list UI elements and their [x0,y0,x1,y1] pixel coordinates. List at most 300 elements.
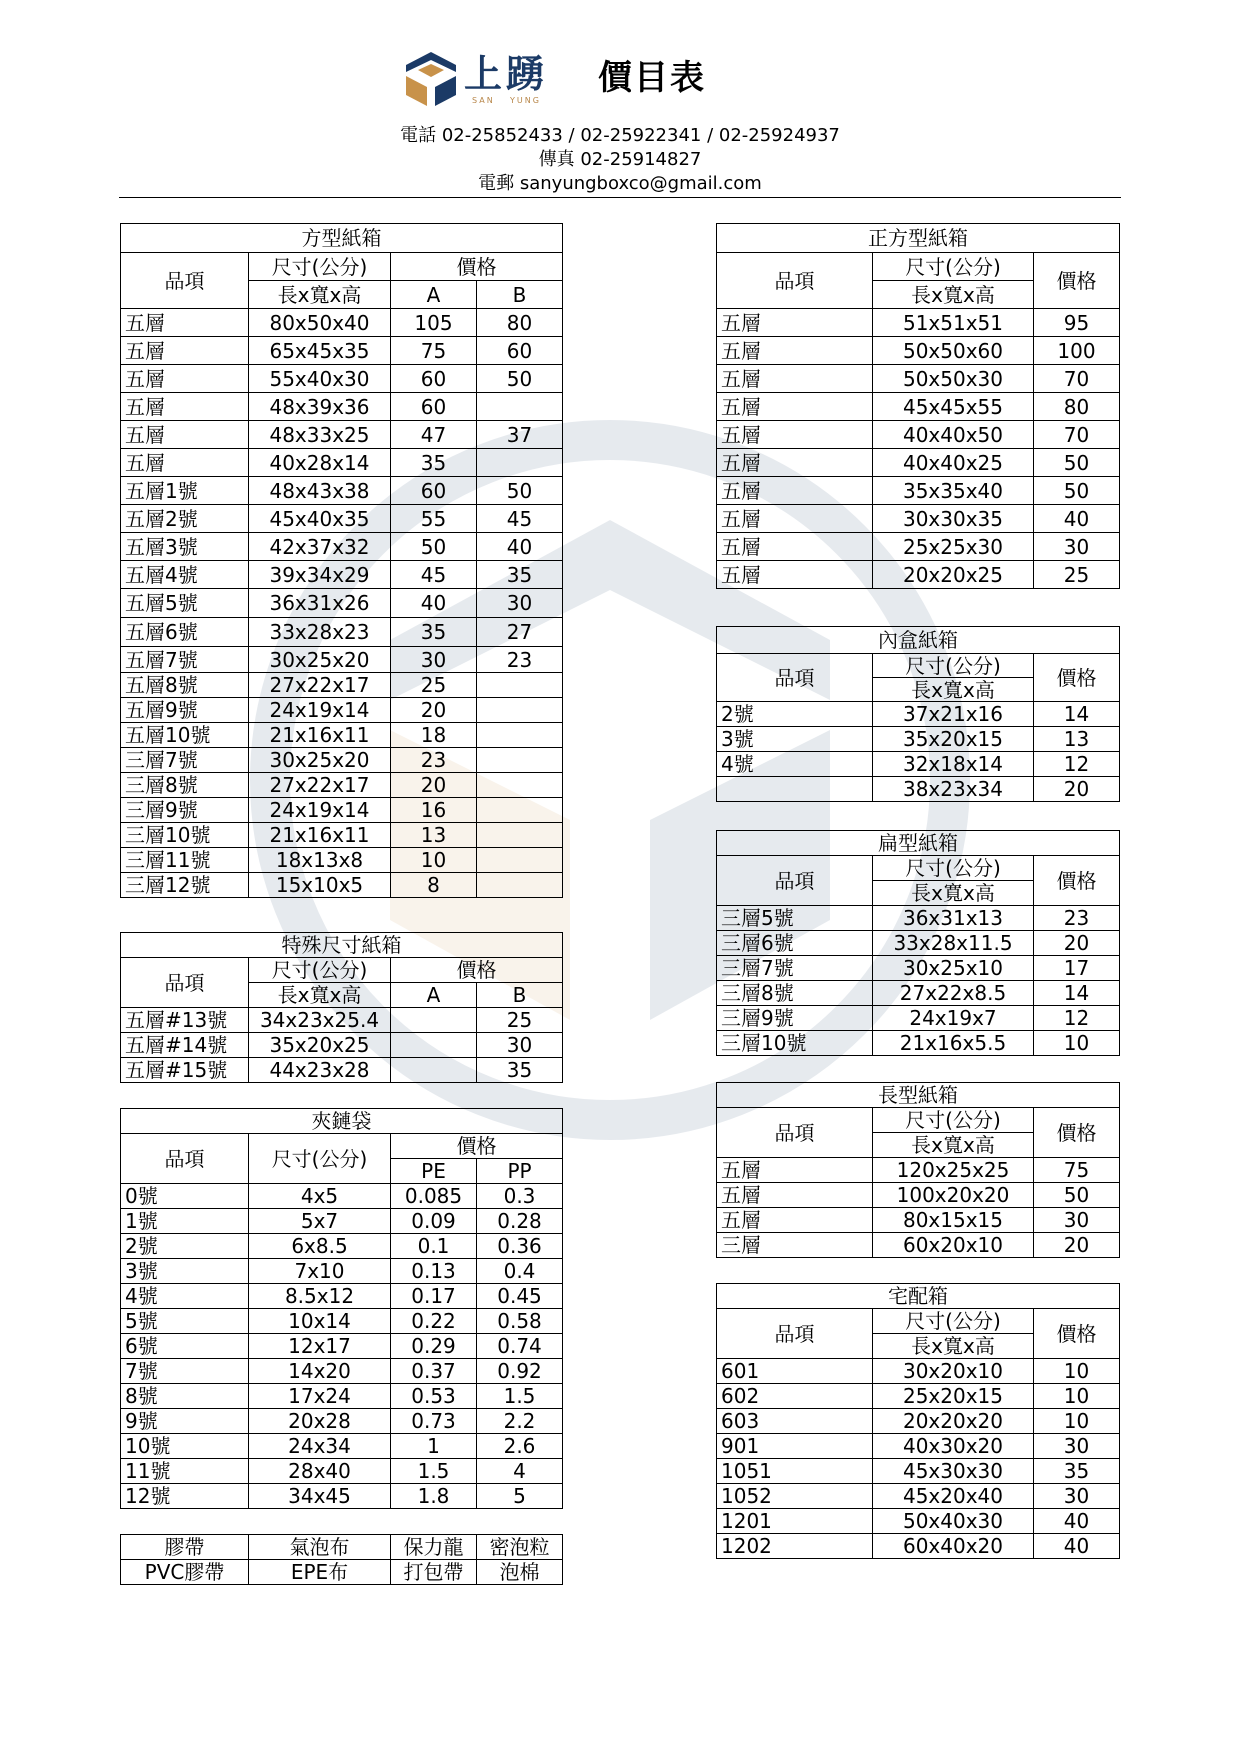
price-cell: 40 [1034,505,1120,533]
price-cell: 0.085 [391,1184,477,1209]
size-cell: 21x16x11 [249,723,391,748]
table-row [717,931,1120,956]
price-cell: 23 [1034,906,1120,931]
table-row [121,1334,563,1359]
item-cell: 三層 [717,1233,873,1258]
size-cell: 35x20x15 [873,727,1034,752]
item-cell: 6號 [121,1334,249,1359]
item-cell: 11號 [121,1459,249,1484]
item-cell: 三層9號 [121,798,249,823]
price-cell: 55 [391,505,477,533]
table-row [717,1459,1120,1484]
price-cell: 0.4 [477,1259,563,1284]
col-price-header: 價格 [1034,856,1120,906]
size-cell: 40x40x25 [873,449,1034,477]
item-cell: 五層4號 [121,561,249,589]
size-cell: 7x10 [249,1259,391,1284]
item-cell: 1202 [717,1534,873,1559]
price-cell: 37 [477,421,563,449]
price-cell: 0.73 [391,1409,477,1434]
table-row [121,773,563,798]
size-cell: 5x7 [249,1209,391,1234]
size-cell: 48x43x38 [249,477,391,505]
table-row [121,393,563,421]
price-cell: 60 [391,477,477,505]
table-row [717,702,1120,727]
price-cell: 50 [477,477,563,505]
price-cell [391,1033,477,1058]
table-row [717,906,1120,931]
item-cell: 5號 [121,1309,249,1334]
item-cell: 三層12號 [121,873,249,898]
price-cell: 30 [477,1033,563,1058]
size-cell: 8.5x12 [249,1284,391,1309]
price-cell: 0.13 [391,1259,477,1284]
price-cell: 47 [391,421,477,449]
price-cell: 35 [477,1058,563,1083]
item-cell: 603 [717,1409,873,1434]
table-title: 內盒紙箱 [717,627,1120,654]
price-cell: 12 [1034,752,1120,777]
size-cell: 27x22x17 [249,673,391,698]
item-cell: 三層6號 [717,931,873,956]
table-row [717,777,1120,802]
size-cell: 39x34x29 [249,561,391,589]
col-a-subheader: A [391,281,477,309]
cube-box-table [716,223,1120,589]
price-cell: 20 [391,698,477,723]
size-cell: 34x23x25.4 [249,1008,391,1033]
price-cell: 75 [391,337,477,365]
price-cell: 60 [477,337,563,365]
price-cell: 0.17 [391,1284,477,1309]
table-row [717,533,1120,561]
price-cell: 14 [1034,702,1120,727]
size-cell: EPE布 [249,1560,391,1585]
size-cell: 80x15x15 [873,1208,1034,1233]
table-row [121,1234,563,1259]
col-a-subheader: A [391,983,477,1008]
size-cell: 14x20 [249,1359,391,1384]
item-cell: 0號 [121,1184,249,1209]
table-row [717,1233,1120,1258]
item-cell: 五層 [717,561,873,589]
size-cell: 20x28 [249,1409,391,1434]
size-cell: 18x13x8 [249,848,391,873]
table-row [121,309,563,337]
item-cell: 三層8號 [121,773,249,798]
item-cell: 五層 [121,449,249,477]
price-cell [477,673,563,698]
price-cell: 35 [391,618,477,647]
flat-box-table [716,830,1120,1056]
item-cell: 601 [717,1359,873,1384]
size-cell: 60x20x10 [873,1233,1034,1258]
item-cell: 五層10號 [121,723,249,748]
price-cell: 0.45 [477,1284,563,1309]
col-item-header: 品項 [717,1108,873,1158]
price-cell: 27 [477,618,563,647]
price-cell: 50 [1034,1183,1120,1208]
price-cell: 25 [1034,561,1120,589]
price-cell: 5 [477,1484,563,1509]
col-size-subheader: 長x寬x高 [873,678,1034,702]
item-cell: 五層 [717,1158,873,1183]
table-row [121,1434,563,1459]
col-price-header: 價格 [391,1134,563,1159]
item-cell: 2號 [717,702,873,727]
price-cell: 50 [1034,449,1120,477]
item-cell: 9號 [121,1409,249,1434]
price-cell [477,773,563,798]
table-row [717,561,1120,589]
size-cell: 32x18x14 [873,752,1034,777]
price-cell: 80 [1034,393,1120,421]
logo-english-name [472,96,552,106]
price-cell [477,748,563,773]
price-cell: 35 [1034,1459,1120,1484]
price-cell: 10 [391,848,477,873]
table-row [717,477,1120,505]
table-row [121,1384,563,1409]
col-pp-subheader: PP [477,1159,563,1184]
table-row [717,752,1120,777]
item-cell: 五層#13號 [121,1008,249,1033]
table-row [121,673,563,698]
table-row [121,1259,563,1284]
col-item-header: 品項 [717,253,873,309]
item-cell [717,777,873,802]
size-cell: 24x34 [249,1434,391,1459]
delivery-box-table [716,1283,1120,1559]
price-cell: 35 [477,561,563,589]
table-row [717,449,1120,477]
col-price-header: 價格 [1034,1108,1120,1158]
table-row [121,723,563,748]
table-row [717,1409,1120,1434]
materials-table [120,1534,563,1585]
size-cell: 氣泡布 [249,1535,391,1560]
size-cell: 65x45x35 [249,337,391,365]
col-pe-subheader: PE [391,1159,477,1184]
item-cell: 1號 [121,1209,249,1234]
table-title: 特殊尺寸紙箱 [121,933,563,958]
col-price-header: 價格 [1034,654,1120,702]
col-price-header: 價格 [391,253,563,281]
price-cell: 50 [1034,477,1120,505]
price-cell: 17 [1034,956,1120,981]
price-cell: 50 [477,365,563,393]
size-cell: 30x25x10 [873,956,1034,981]
item-cell: 三層10號 [717,1031,873,1056]
price-cell [477,848,563,873]
price-cell: 2.2 [477,1409,563,1434]
price-cell: 23 [391,748,477,773]
col-item-header: 品項 [121,1134,249,1184]
price-cell: 8 [391,873,477,898]
item-cell: 五層9號 [121,698,249,723]
size-cell: 45x20x40 [873,1484,1034,1509]
item-cell: 五層#14號 [121,1033,249,1058]
size-cell: 36x31x26 [249,589,391,618]
item-cell: 3號 [121,1259,249,1284]
table-row [121,1359,563,1384]
size-cell: 45x45x55 [873,393,1034,421]
price-cell: 40 [391,589,477,618]
price-cell [391,1058,477,1083]
table-row [717,1384,1120,1409]
header-divider [119,197,1121,198]
table-row [121,1284,563,1309]
price-cell: 20 [1034,777,1120,802]
price-cell: 1 [391,1434,477,1459]
item-cell: 五層5號 [121,589,249,618]
price-cell: 75 [1034,1158,1120,1183]
price-cell: 0.58 [477,1309,563,1334]
square-box-table [120,223,563,898]
size-cell: 55x40x30 [249,365,391,393]
table-row [121,1309,563,1334]
table-row [717,1434,1120,1459]
table-row [121,1058,563,1083]
item-cell: 901 [717,1434,873,1459]
table-row [717,505,1120,533]
item-cell: 五層 [717,449,873,477]
table-row [717,1484,1120,1509]
size-cell: 30x20x10 [873,1359,1034,1384]
item-cell: 膠帶 [121,1535,249,1560]
size-cell: 30x25x20 [249,647,391,673]
price-cell: 0.1 [391,1234,477,1259]
table-row [717,1534,1120,1559]
price-cell: 12 [1034,1006,1120,1031]
item-cell: 五層 [717,393,873,421]
price-cell: 70 [1034,421,1120,449]
price-cell: 0.28 [477,1209,563,1234]
price-cell: 泡棉 [477,1560,563,1585]
table-row [121,1008,563,1033]
item-cell: 五層 [717,1208,873,1233]
special-size-table [120,932,563,1083]
price-cell: 0.36 [477,1234,563,1259]
item-cell: 8號 [121,1384,249,1409]
col-price-header: 價格 [1034,1309,1120,1359]
item-cell: 五層 [121,309,249,337]
price-cell: 打包帶 [391,1560,477,1585]
table-row [121,1033,563,1058]
price-cell: 10 [1034,1031,1120,1056]
size-cell: 15x10x5 [249,873,391,898]
logo-chinese-name: 上踴 [464,52,549,96]
col-size-header: 尺寸(公分) [873,1309,1034,1334]
size-cell: 10x14 [249,1309,391,1334]
col-size-header: 尺寸(公分) [249,958,391,983]
item-cell: 五層 [121,337,249,365]
size-cell: 50x50x30 [873,365,1034,393]
item-cell: 1051 [717,1459,873,1484]
logo-en-part-2: YUNG [510,96,541,105]
table-row [121,647,563,673]
size-cell: 36x31x13 [873,906,1034,931]
col-price-header: 價格 [391,958,563,983]
price-cell: 20 [1034,1233,1120,1258]
table-row [717,1509,1120,1534]
price-cell: 30 [1034,1484,1120,1509]
col-item-header: 品項 [717,856,873,906]
table-row [121,1535,563,1560]
col-price-header: 價格 [1034,253,1120,309]
price-cell: 40 [1034,1509,1120,1534]
item-cell: 五層8號 [121,673,249,698]
item-cell: 五層 [121,393,249,421]
size-cell: 12x17 [249,1334,391,1359]
col-size-subheader: 長x寬x高 [873,881,1034,906]
price-cell: 0.3 [477,1184,563,1209]
price-cell [477,698,563,723]
item-cell: 五層 [717,365,873,393]
price-cell: 30 [1034,533,1120,561]
price-cell: 30 [477,589,563,618]
size-cell: 28x40 [249,1459,391,1484]
size-cell: 33x28x11.5 [873,931,1034,956]
col-size-header: 尺寸(公分) [873,253,1034,281]
price-cell: 10 [1034,1359,1120,1384]
size-cell: 30x25x20 [249,748,391,773]
size-cell: 30x30x35 [873,505,1034,533]
size-cell: 40x30x20 [873,1434,1034,1459]
item-cell: 五層 [717,1183,873,1208]
size-cell: 51x51x51 [873,309,1034,337]
item-cell: 五層2號 [121,505,249,533]
price-cell: 保力龍 [391,1535,477,1560]
price-cell [477,873,563,898]
size-cell: 45x30x30 [873,1459,1034,1484]
table-row [121,533,563,561]
table-title: 扁型紙箱 [717,831,1120,856]
col-size-subheader: 長x寬x高 [249,983,391,1008]
price-cell: 1.5 [477,1384,563,1409]
email-line: 電郵 sanyungboxco@gmail.com [478,173,762,194]
size-cell: 6x8.5 [249,1234,391,1259]
phone-line: 電話 02-25852433 / 02-25922341 / 02-25924937 [400,125,840,146]
table-row [717,1006,1120,1031]
item-cell: 五層1號 [121,477,249,505]
page-header [0,0,1240,205]
item-cell: PVC膠帶 [121,1560,249,1585]
table-row [121,798,563,823]
price-cell: 16 [391,798,477,823]
size-cell: 60x40x20 [873,1534,1034,1559]
col-size-subheader: 長x寬x高 [873,1334,1034,1359]
table-row [121,698,563,723]
col-item-header: 品項 [717,654,873,702]
col-size-header: 尺寸(公分) [873,654,1034,678]
company-logo [404,48,552,110]
item-cell: 三層11號 [121,848,249,873]
price-cell: 23 [477,647,563,673]
price-cell: 25 [477,1008,563,1033]
item-cell: 五層6號 [121,618,249,647]
table-row [717,1208,1120,1233]
table-title: 夾鏈袋 [121,1109,563,1134]
table-row [717,1158,1120,1183]
table-row [121,1409,563,1434]
table-row [121,1560,563,1585]
size-cell: 24x19x14 [249,798,391,823]
table-row [717,421,1120,449]
item-cell: 五層#15號 [121,1058,249,1083]
size-cell: 20x20x20 [873,1409,1034,1434]
col-size-header: 尺寸(公分) [873,856,1034,881]
price-cell: 25 [391,673,477,698]
size-cell: 50x40x30 [873,1509,1034,1534]
table-row [717,309,1120,337]
item-cell: 五層 [717,421,873,449]
size-cell: 17x24 [249,1384,391,1409]
table-row [121,421,563,449]
table-title: 長型紙箱 [717,1083,1120,1108]
zipper-bag-table [120,1108,563,1509]
price-cell: 20 [391,773,477,798]
price-cell: 60 [391,365,477,393]
long-box-table [716,1082,1120,1258]
size-cell: 80x50x40 [249,309,391,337]
item-cell: 五層 [717,337,873,365]
item-cell: 三層10號 [121,823,249,848]
item-cell: 五層3號 [121,533,249,561]
size-cell: 4x5 [249,1184,391,1209]
price-cell [477,823,563,848]
inner-box-table [716,626,1120,802]
price-cell: 20 [1034,931,1120,956]
col-size-header: 尺寸(公分) [249,1134,391,1184]
item-cell: 7號 [121,1359,249,1384]
size-cell: 48x39x36 [249,393,391,421]
table-row [121,561,563,589]
price-cell: 40 [477,533,563,561]
item-cell: 10號 [121,1434,249,1459]
table-row [717,981,1120,1006]
logo-en-part-1: SAN [472,96,495,105]
box-logo-icon [404,50,458,108]
item-cell: 三層5號 [717,906,873,931]
col-size-subheader: 長x寬x高 [249,281,391,309]
size-cell: 50x50x60 [873,337,1034,365]
table-row [717,1183,1120,1208]
size-cell: 33x28x23 [249,618,391,647]
item-cell: 三層8號 [717,981,873,1006]
price-cell: 70 [1034,365,1120,393]
price-cell: 13 [391,823,477,848]
item-cell: 五層 [717,505,873,533]
table-row [121,449,563,477]
item-cell: 五層 [121,421,249,449]
size-cell: 48x33x25 [249,421,391,449]
table-title: 方型紙箱 [121,224,563,253]
price-cell: 4 [477,1459,563,1484]
price-cell: 密泡粒 [477,1535,563,1560]
price-cell: 95 [1034,309,1120,337]
item-cell: 12號 [121,1484,249,1509]
size-cell: 21x16x5.5 [873,1031,1034,1056]
price-cell [477,449,563,477]
col-item-header: 品項 [717,1309,873,1359]
size-cell: 24x19x14 [249,698,391,723]
col-size-header: 尺寸(公分) [249,253,391,281]
table-row [121,848,563,873]
price-cell: 18 [391,723,477,748]
price-cell: 0.22 [391,1309,477,1334]
